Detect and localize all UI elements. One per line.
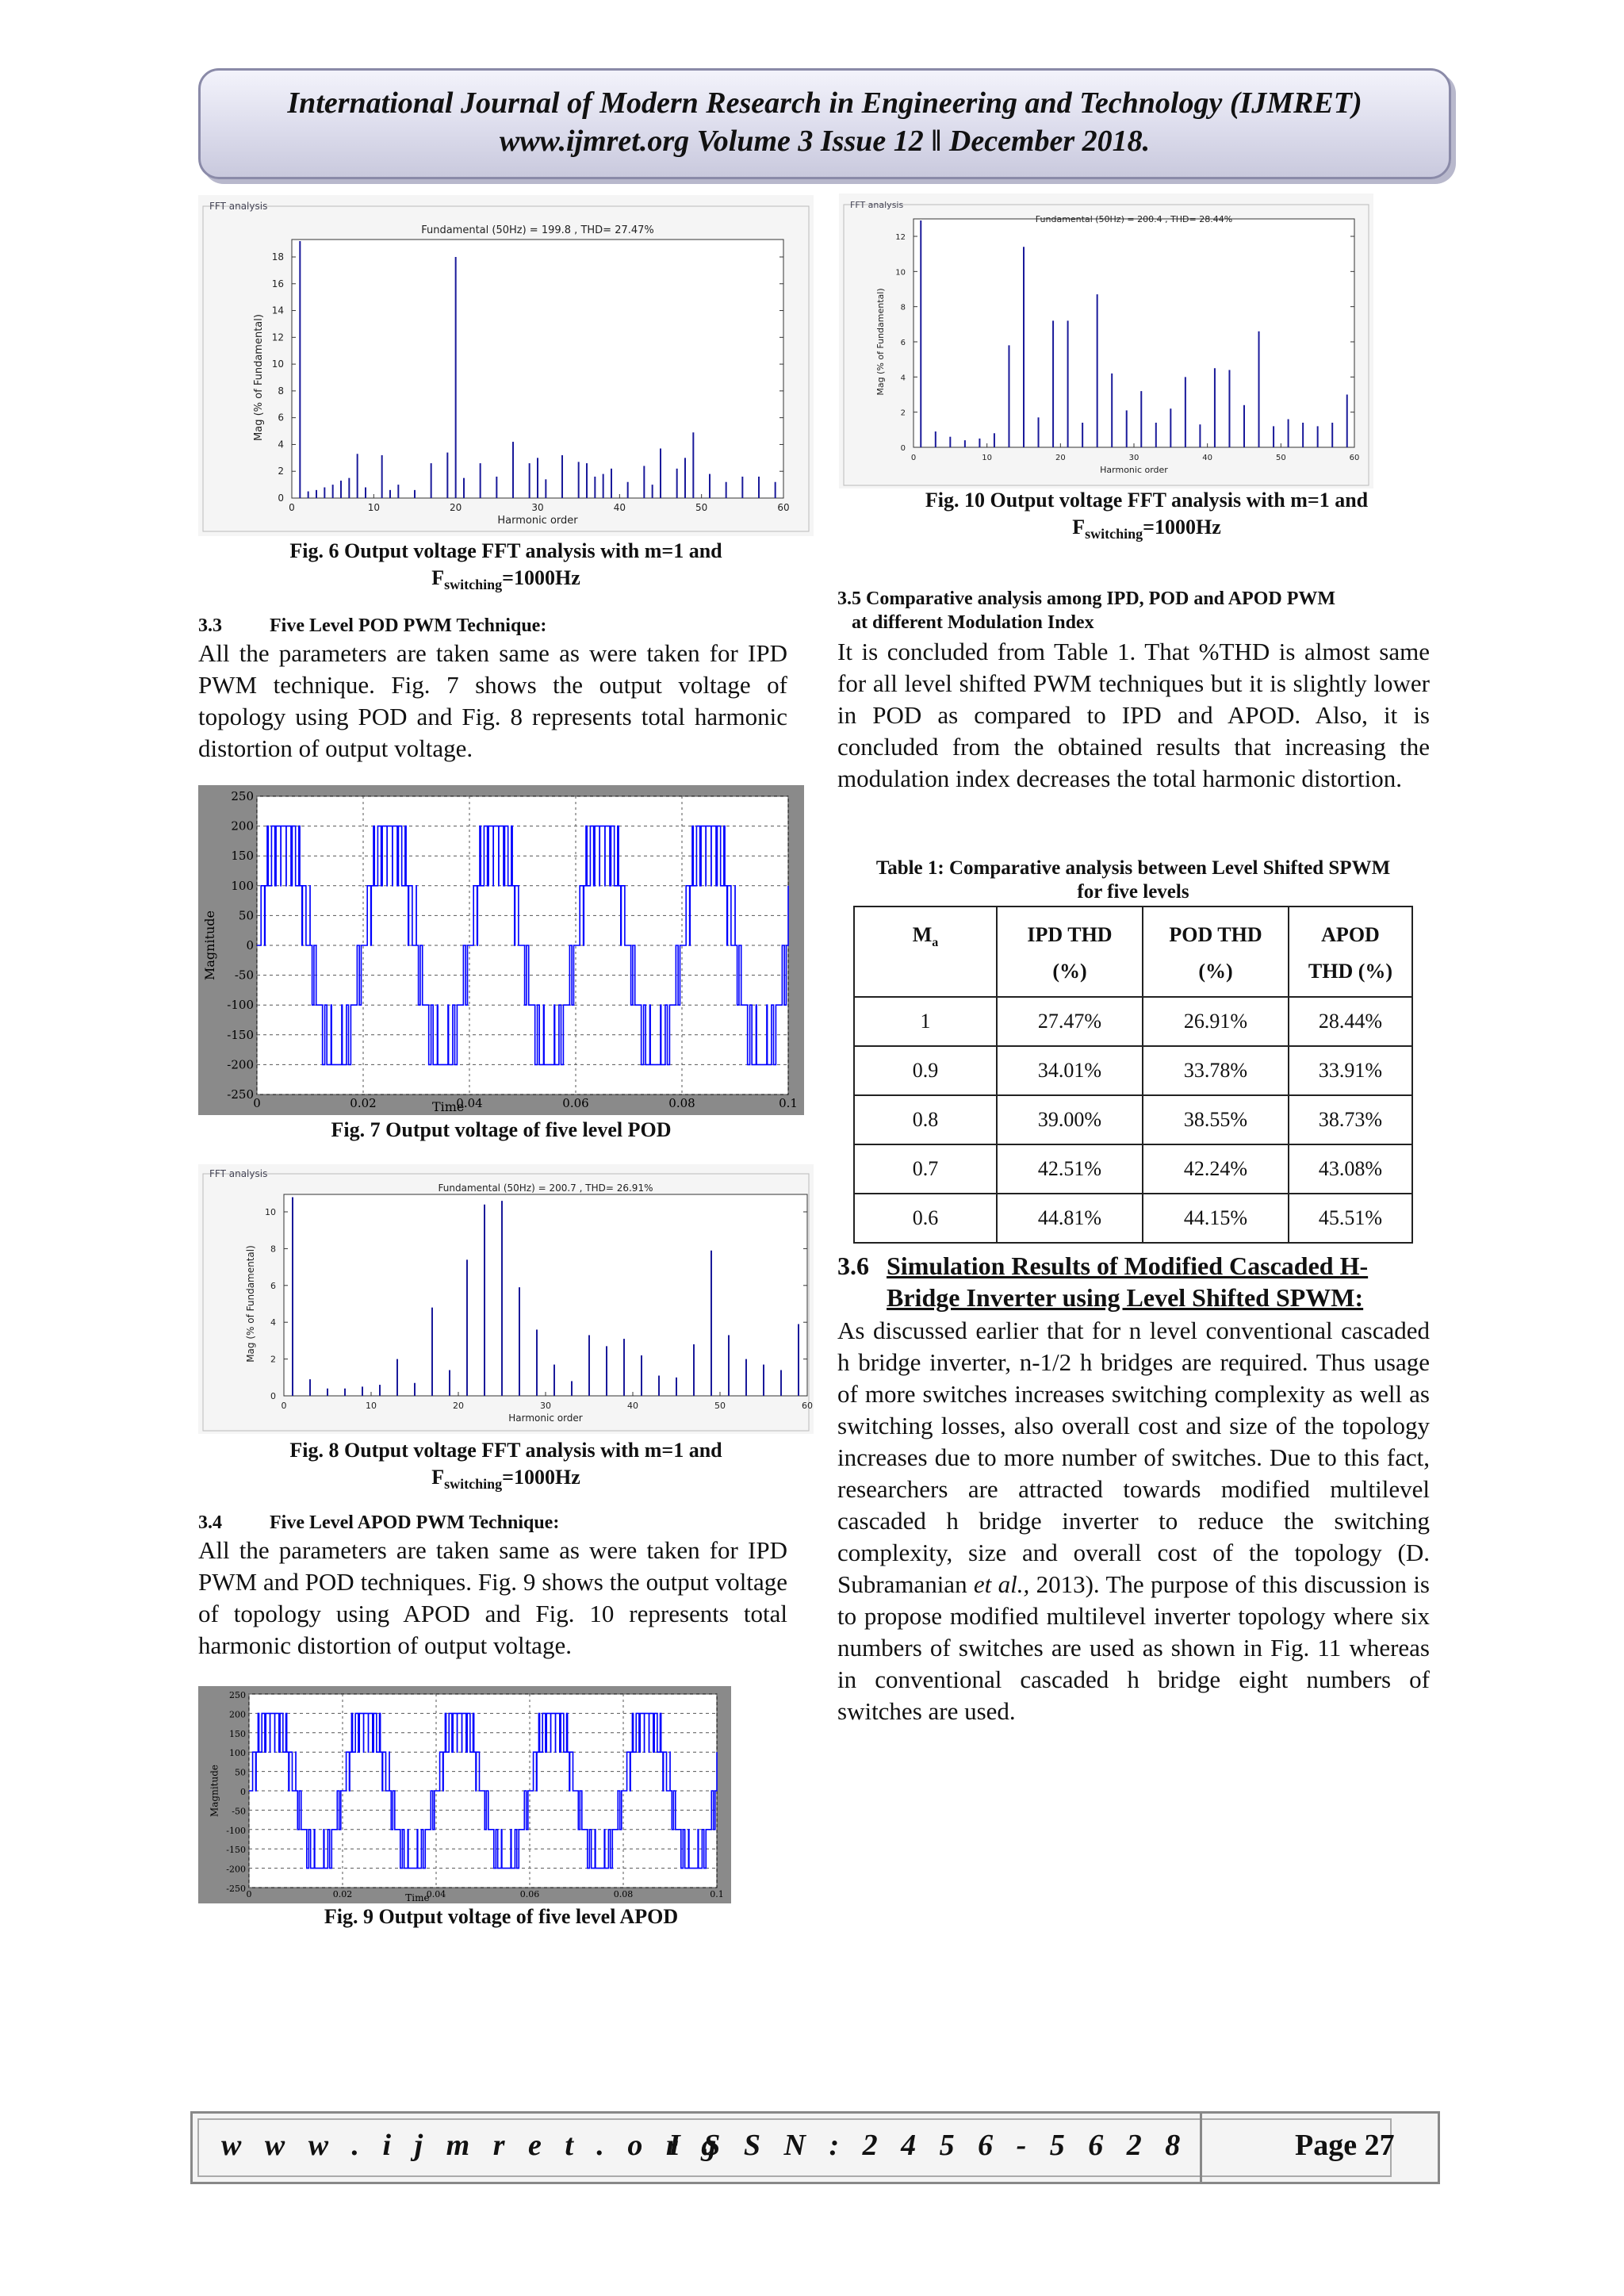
y-tick-label: 18: [271, 251, 284, 263]
table-cell: 42.24%: [1143, 1144, 1289, 1194]
table-row: [854, 997, 1412, 1046]
table-cell: 28.44%: [1289, 997, 1412, 1046]
table-cell: 42.51%: [997, 1144, 1143, 1194]
table-cell: 39.00%: [997, 1095, 1143, 1144]
table-cell: 27.47%: [997, 997, 1143, 1046]
y-tick-label: 0: [900, 444, 906, 453]
y-tick-label: 50: [235, 1767, 246, 1778]
fig7-pod-waveform: [198, 785, 804, 1115]
fig8-caption-f: F: [431, 1466, 445, 1489]
x-tick-label: 50: [695, 502, 708, 513]
x-tick-label: 0: [281, 1401, 287, 1411]
table1-head-apod: [1289, 907, 1412, 997]
y-tick-label: 10: [271, 358, 284, 370]
table-row: [854, 1194, 1412, 1243]
table-cell: 0.8: [854, 1095, 997, 1144]
y-axis-label: Mag (% of Fundamental): [253, 314, 265, 441]
x-tick-label: 0.04: [456, 1096, 483, 1110]
y-tick-label: 250: [231, 789, 254, 803]
x-tick-label: 60: [777, 502, 790, 513]
y-tick-label: 16: [271, 278, 284, 289]
x-tick-label: 0.02: [350, 1096, 377, 1110]
fig6-caption-f: F: [431, 566, 445, 589]
y-tick-label: 0: [270, 1391, 276, 1401]
x-tick-label: 40: [627, 1401, 638, 1411]
x-tick-label: 60: [1349, 454, 1360, 462]
y-tick-label: -150: [227, 1027, 254, 1042]
y-tick-label: 100: [229, 1748, 246, 1759]
x-tick-label: 0: [253, 1096, 261, 1110]
table1-caption-line1: Table 1: Comparative analysis between Level Shifted SPWM: [875, 857, 1391, 879]
y-tick-label: -250: [226, 1884, 246, 1894]
y-tick-label: -250: [227, 1087, 254, 1102]
table-cell: 38.73%: [1289, 1095, 1412, 1144]
y-tick-label: 10: [265, 1207, 276, 1217]
y-tick-label: 150: [231, 849, 254, 864]
fig6-caption-sub: switching: [444, 577, 503, 593]
fig9-apod-waveform: [198, 1686, 731, 1903]
x-tick-label: 0.06: [562, 1096, 589, 1110]
section-3-6-title-line1: Simulation Results of Modified Cascaded H-: [887, 1251, 1369, 1280]
fig6-fft-chart: [198, 195, 814, 536]
y-axis-label: Magnitude: [202, 910, 217, 981]
table-cell: 0.9: [854, 1046, 997, 1095]
section-3-6-body-etal: et al.,: [973, 1570, 1030, 1598]
fig10-fft-chart: [839, 194, 1373, 489]
fig6-caption: [198, 538, 814, 598]
fig8-caption-tail: =1000Hz: [502, 1466, 580, 1489]
y-tick-label: 2: [270, 1354, 276, 1365]
x-tick-label: 40: [1202, 454, 1213, 462]
footer-divider: [1200, 2114, 1202, 2182]
y-tick-label: 8: [270, 1244, 276, 1255]
table1: [853, 906, 1413, 1244]
x-axis-label: Harmonic order: [1100, 465, 1168, 475]
fig8-caption: [198, 1437, 814, 1497]
y-axis-label: Mag (% of Fundamental): [245, 1245, 256, 1363]
x-axis-label: Time: [405, 1892, 430, 1903]
chart-title: Fundamental (50Hz) = 199.8 , THD= 27.47%: [421, 224, 654, 236]
x-tick-label: 10: [982, 454, 993, 462]
footer-issn: I S S N : 2 4 5 6 - 5 6 2 8: [668, 2129, 1189, 2162]
table-cell: 34.01%: [997, 1046, 1143, 1095]
x-tick-label: 0: [289, 502, 295, 513]
table-cell: 33.78%: [1143, 1046, 1289, 1095]
fig10-caption-tail: =1000Hz: [1143, 516, 1221, 539]
table-cell: 45.51%: [1289, 1194, 1412, 1243]
y-tick-label: 4: [270, 1317, 276, 1328]
table1-head-pod-line2: (%): [1198, 960, 1233, 983]
x-tick-label: 50: [1275, 454, 1286, 462]
x-tick-label: 20: [1055, 454, 1066, 462]
y-tick-label: -100: [227, 998, 254, 1013]
y-tick-label: 6: [278, 412, 284, 424]
x-tick-label: 0.06: [519, 1889, 540, 1899]
x-tick-label: 0: [246, 1889, 252, 1899]
table-row: [854, 1095, 1412, 1144]
section-3-4-body: All the parameters are taken same as were taken for IPD PWM and POD techniques. Fig. 9 shows the output voltage of topology using APOD and Fig. 10 represents total harmonic distortion of output voltage.: [198, 1536, 787, 1659]
y-tick-label: 12: [895, 233, 906, 242]
x-tick-label: 30: [1128, 454, 1139, 462]
page-footer: [190, 2111, 1440, 2184]
chart-title: Fundamental (50Hz) = 200.4 , THD= 28.44%: [1035, 214, 1233, 224]
y-tick-label: 150: [229, 1728, 246, 1739]
y-tick-label: 250: [229, 1690, 246, 1700]
table1-head-ma-text: M: [912, 923, 933, 946]
y-tick-label: 12: [271, 332, 284, 343]
fig6-caption-main: Fig. 6 Output voltage FFT analysis with m=1 and: [289, 539, 722, 562]
x-tick-label: 30: [531, 502, 544, 513]
table1-head-ma-sub: a: [932, 936, 939, 950]
table-cell: 38.55%: [1143, 1095, 1289, 1144]
y-tick-label: 100: [231, 878, 254, 893]
table-row: [854, 1144, 1412, 1194]
y-tick-label: 0: [246, 938, 254, 953]
y-tick-label: 10: [895, 268, 906, 278]
section-3-5-body: It is concluded from Table 1. That %THD is almost same for all level shifted PWM techniques but it is slightly lower in POD as compared to IPD and APOD. Also, it is concluded from the obtained results that increasing the modulation index decreases the total harmonic distortion.: [837, 638, 1430, 792]
fft-panel-label: FFT analysis: [209, 1168, 268, 1179]
table-cell: 0.6: [854, 1194, 997, 1243]
section-3-5-title-line2: at different Modulation Index: [852, 612, 1094, 633]
section-3-6-number: 3.6: [837, 1251, 869, 1280]
journal-issue-line: www.ijmret.org Volume 3 Issue 12 ǁ December 2018.: [499, 125, 1151, 158]
fig10-caption-f: F: [1072, 516, 1086, 539]
table-cell: 44.81%: [997, 1194, 1143, 1243]
journal-title: International Journal of Modern Research in Engineering and Technology (IJMRET): [287, 86, 1362, 120]
footer-page-number: Page 27: [1295, 2129, 1395, 2162]
y-tick-label: -100: [226, 1825, 246, 1836]
table1-head-pod-line1: POD THD: [1169, 923, 1262, 946]
x-tick-label: 10: [366, 1401, 377, 1411]
table1-caption-line2: for five levels: [1077, 881, 1189, 903]
x-tick-label: 0.02: [332, 1889, 353, 1899]
y-tick-label: 200: [231, 818, 254, 834]
table1-head-ma: [854, 907, 997, 997]
fig8-caption-main: Fig. 8 Output voltage FFT analysis with m=1 and: [289, 1439, 722, 1462]
table1-head-apod-line1: APOD: [1321, 923, 1380, 946]
x-tick-label: 30: [540, 1401, 551, 1411]
fig9-caption: Fig. 9 Output voltage of five level APOD: [324, 1905, 679, 1928]
table-cell: 33.91%: [1289, 1046, 1412, 1095]
fig10-caption: [839, 487, 1454, 547]
x-tick-label: 20: [450, 502, 462, 513]
x-tick-label: 50: [714, 1401, 726, 1411]
fig6-caption-tail: =1000Hz: [502, 566, 580, 589]
x-axis-label: Harmonic order: [497, 515, 578, 527]
x-tick-label: 0.1: [710, 1889, 724, 1899]
table1-header-row: [854, 907, 1412, 997]
section-3-4-title: 3.4 Five Level APOD PWM Technique:: [198, 1512, 560, 1533]
y-tick-label: 6: [900, 339, 906, 347]
fft-panel-label: FFT analysis: [209, 201, 268, 212]
plot-area: [914, 219, 1354, 447]
table1-head-ipd: [997, 907, 1143, 997]
section-3-5-title-line1: 3.5 Comparative analysis among IPD, POD and APOD PWM: [837, 588, 1336, 609]
y-tick-label: -50: [234, 968, 254, 983]
x-axis-label: Time: [431, 1099, 465, 1114]
table1-head-ipd-line2: (%): [1052, 960, 1087, 983]
y-tick-label: 14: [271, 305, 284, 316]
section-3-6-body: [837, 1315, 1430, 1727]
x-tick-label: 0.08: [668, 1096, 695, 1110]
table1-caption: [837, 857, 1429, 904]
y-tick-label: 8: [278, 385, 284, 397]
table-cell: 0.7: [854, 1144, 997, 1194]
table-cell: 1: [854, 997, 997, 1046]
y-tick-label: -200: [227, 1057, 254, 1072]
table1-head-apod-line2: THD (%): [1308, 960, 1393, 983]
table-cell: 43.08%: [1289, 1144, 1412, 1194]
x-axis-label: Harmonic order: [508, 1412, 583, 1424]
chart-title: Fundamental (50Hz) = 200.7 , THD= 26.91%: [438, 1182, 653, 1194]
x-tick-label: 40: [613, 502, 626, 513]
y-tick-label: 8: [900, 303, 906, 312]
y-tick-label: 200: [229, 1709, 246, 1720]
y-axis-label: Magnitude: [209, 1764, 220, 1818]
table1-head-ipd-line1: IPD THD: [1027, 923, 1113, 946]
y-tick-label: 50: [238, 908, 254, 923]
fig10-caption-sub: switching: [1085, 526, 1143, 542]
section-3-3-body: All the parameters are taken same as were taken for IPD PWM technique. Fig. 7 shows the output voltage of topology using POD and Fig. 8 represents total harmonic distortion of output voltage.: [198, 639, 787, 762]
y-tick-label: -50: [232, 1806, 246, 1817]
section-3-3-title: 3.3 Five Level POD PWM Technique:: [198, 615, 547, 636]
fig7-caption: Fig. 7 Output voltage of five level POD: [331, 1118, 672, 1141]
y-tick-label: -200: [226, 1864, 246, 1875]
x-tick-label: 20: [453, 1401, 464, 1411]
y-tick-label: 4: [278, 439, 284, 450]
x-tick-label: 60: [802, 1401, 813, 1411]
footer-website: w w w . i j m r e t . o r g: [221, 2129, 725, 2162]
y-tick-label: 4: [900, 374, 906, 383]
table-row: [854, 1046, 1412, 1095]
x-tick-label: 10: [367, 502, 380, 513]
x-tick-label: 0.08: [613, 1889, 634, 1899]
y-tick-label: -150: [226, 1845, 246, 1856]
table-cell: 26.91%: [1143, 997, 1289, 1046]
y-tick-label: 2: [900, 408, 906, 418]
x-tick-label: 0: [910, 454, 917, 462]
y-tick-label: 2: [278, 466, 284, 477]
fft-panel-label: FFT analysis: [850, 200, 904, 210]
fig8-fft-chart: [198, 1164, 814, 1434]
y-axis-label: Mag (% of Fundamental): [875, 288, 886, 396]
y-tick-label: 6: [270, 1280, 276, 1291]
fig8-caption-sub: switching: [444, 1476, 503, 1493]
section-3-6-body-part1: As discussed earlier that for n level conventional cascaded h bridge inverter, n-1/2 h bridges are required. Thus usage of more switches increases switching complexity as well as switching losses, also overall cost and size of the topology increases due to more number of switches. Due to this fact, researchers are attracted towards modified multilevel cascaded h bridge inverter to reduce the switching complexity, size and overall cost of the topology (D. Subramanian: [837, 1317, 1430, 1598]
y-tick-label: 0: [278, 493, 284, 504]
table-cell: 44.15%: [1143, 1194, 1289, 1243]
section-3-6-body-part2: 2013). The purpose of this discussion is to propose modified multilevel inverter topology where six numbers of switches are used as shown in Fig. 11 whereas in conventional cascaded h bridge eight numbers of switches are used.: [837, 1570, 1430, 1725]
section-3-6-title-line2: Bridge Inverter using Level Shifted SPWM:: [887, 1283, 1364, 1312]
table1-head-pod: [1143, 907, 1289, 997]
fig10-caption-main: Fig. 10 Output voltage FFT analysis with m=1 and: [925, 489, 1369, 512]
x-tick-label: 0.04: [426, 1889, 446, 1899]
x-tick-label: 0.1: [779, 1096, 798, 1110]
y-tick-label: 0: [240, 1787, 246, 1797]
